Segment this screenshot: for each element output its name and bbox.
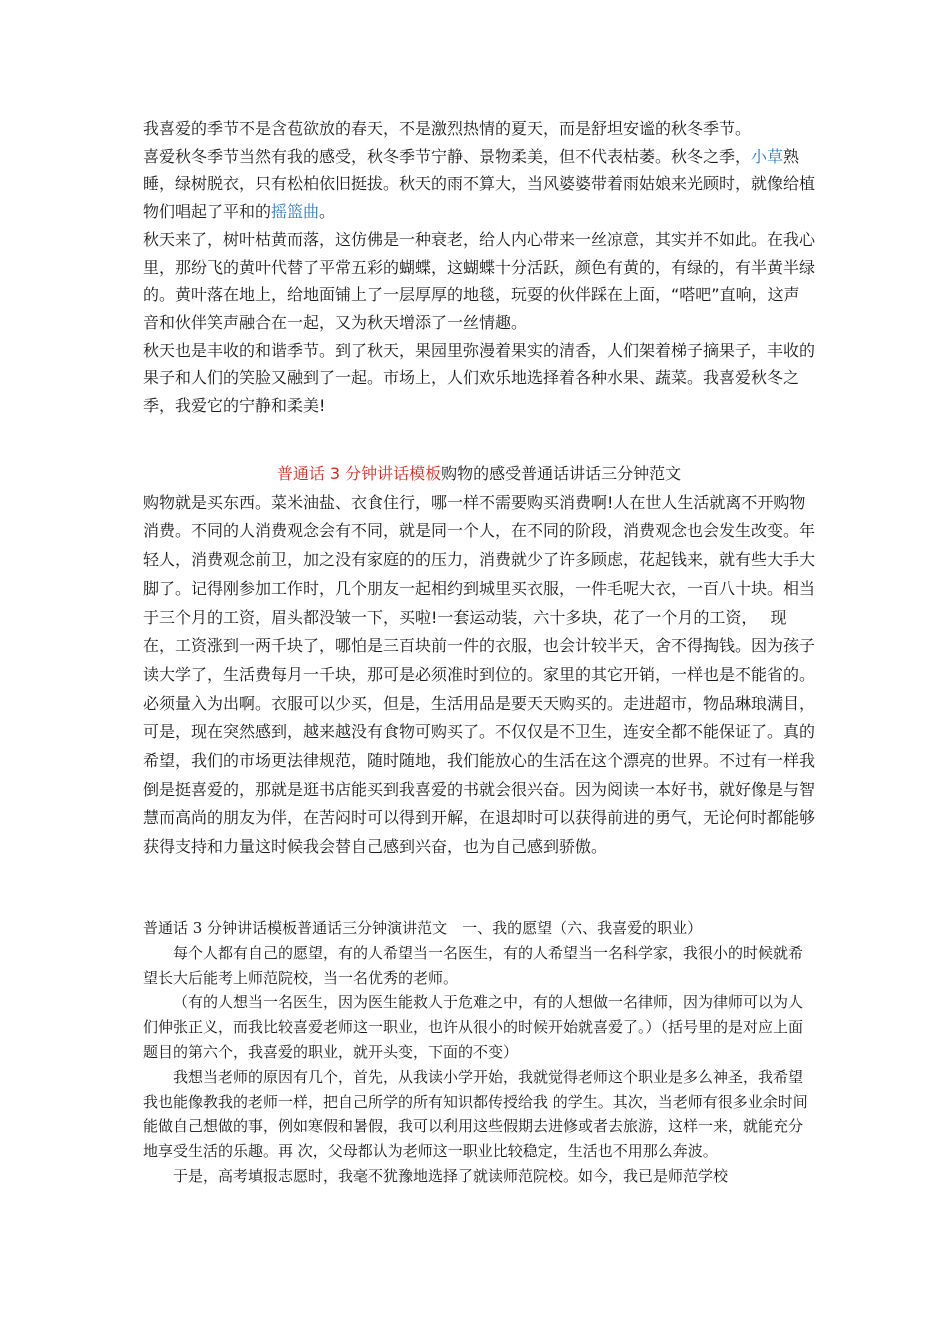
title-link[interactable]: 普通话 3 分钟讲话模板: [276, 464, 442, 483]
paragraph: [143, 143, 815, 226]
paragraph: 秋天来了，树叶枯黄而落，这仿佛是一种衰老，给人内心带来一丝凉意，其实并不如此。在我心里，那纷飞的黄叶代替了平常五彩的蝴蝶，这蝴蝶十分活跃，颜色有黄的，有绿的，有半黄半绿的。黄叶落在地上，给地面铺上了一层厚厚的地毯，玩耍的伙伴踩在上面，“嗒吧”直响，这声音和伙伴笑声融合在一起，又为秋天增添了一丝情趣。: [143, 229, 816, 332]
paragraph: （有的人想当一名医生，因为医生能救人于危难之中，有的人想做一名律师，因为律师可以为人们伸张正义，而我比较喜爱老师这一职业，也许从很小的时候开始就喜爱了。）（括号里的是对应上面题目的第六个，我喜爱的职业，就开头变，下面的不变）: [143, 993, 804, 1061]
paragraph: 秋天也是丰收的和谐季节。到了秋天，果园里弥漫着果实的清香，人们架着梯子摘果子，丰收的果子和人们的笑脸又融到了一起。市场上，人们欢乐地选择着各种水果、蔬菜。我喜爱秋冬之季，我爱它的宁静和柔美!: [143, 340, 816, 416]
career-speech: [143, 916, 815, 1189]
paragraph: 我想当老师的原因有几个，首先，从我读小学开始，我就觉得老师这个职业是多么神圣，我希望我也能像教我的老师一样，把自己所学的所有知识都传授给我 的学生。其次，当老师有很多业余时间能做自己想做的事，例如寒假和暑假，我可以利用这些假期去进修或者去旅游，这样一来，就能充分地享受生活的乐趣。再 次，父母都认为老师这一职业比较稳定，生活也不用那么奔波。: [143, 1067, 808, 1161]
paragraph: 购物就是买东西。菜米油盐、衣食住行，哪一样不需要购买消费啊!人在世人生活就离不开购物消费。不同的人消费观念会有不同，就是同一个人，在不同的阶段，消费观念也会发生改变。年轻人，消费观念前卫，加之没有家庭的的压力，消费就少了许多顾虑，花起钱来，就有些大手大脚了。记得刚参加工作时，几个朋友一起相约到城里买衣服，一件毛呢大衣，一百八十块。相当于三个月的工资，眉头都没皱一下，买啦!一套运动装，六十多块，花了一个月的工资， 现在，工资涨到一两千块了，哪怕是三百块前一件的衣服，也会计较半天，舍不得掏钱。因为孩子读大学了，生活费每月一千块，那可是必须准时到位的。家里的其它开销，一样也是不能省的。必须量入为出啊。衣服可以少买，但是，生活用品是要天天购买的。走进超市，物品琳琅满目，可是，现在突然感到，越来越没有食物可购买了。不仅仅是不卫生，连安全都不能保证了。真的希望，我们的市场更法律规范，随时随地，我们能放心的生活在这个漂亮的世界。不过有一样我倒是挺喜爱的，那就是逛书店能买到我喜爱的书就会很兴奋。因为阅读一本好书，就好像是与智慧而高尚的朋友为伴，在苦闷时可以得到开解，在退却时可以获得前进的勇气，无论何时都能够获得支持和力量这时候我会替自己感到兴奋，也为自己感到骄傲。: [143, 492, 816, 857]
paragraph-text: 。: [319, 202, 336, 222]
paragraph: 我喜爱的季节不是含苞欲放的春天，不是激烈热情的夏天，而是舒坦安谧的秋冬季节。: [143, 119, 752, 138]
section-heading: 普通话 3 分钟讲话模板普通话三分钟演讲范文 一、我的愿望（六、我喜爱的职业）: [143, 919, 703, 937]
paragraph: 每个人都有自己的愿望，有的人希望当一名医生，有的人希望当一名科学家，我很小的时候就希望长大后能考上师范院校，当一名优秀的老师。: [143, 943, 804, 987]
section-title: [143, 460, 815, 489]
link-grass[interactable]: 小草: [751, 146, 784, 166]
paragraph-text: 熟睡，绿树脱衣，只有松柏依旧挺拔。秋天的雨不算大，当风婆婆带着雨姑娘来光顾时，就像给植物们唱起了平和的: [143, 146, 816, 222]
shopping-essay: [143, 460, 815, 862]
autumn-essay: [143, 115, 815, 420]
link-lullaby[interactable]: 摇篮曲: [271, 202, 320, 222]
title-text: 购物的感受普通话讲话三分钟范文: [441, 464, 682, 483]
paragraph: 于是，高考填报志愿时，我毫不犹豫地选择了就读师范院校。如今，我已是师范学校: [173, 1166, 729, 1185]
paragraph-text: 喜爱秋冬季节当然有我的感受，秋冬季节宁静、景物柔美，但不代表枯萎。秋冬之季，: [143, 146, 752, 166]
